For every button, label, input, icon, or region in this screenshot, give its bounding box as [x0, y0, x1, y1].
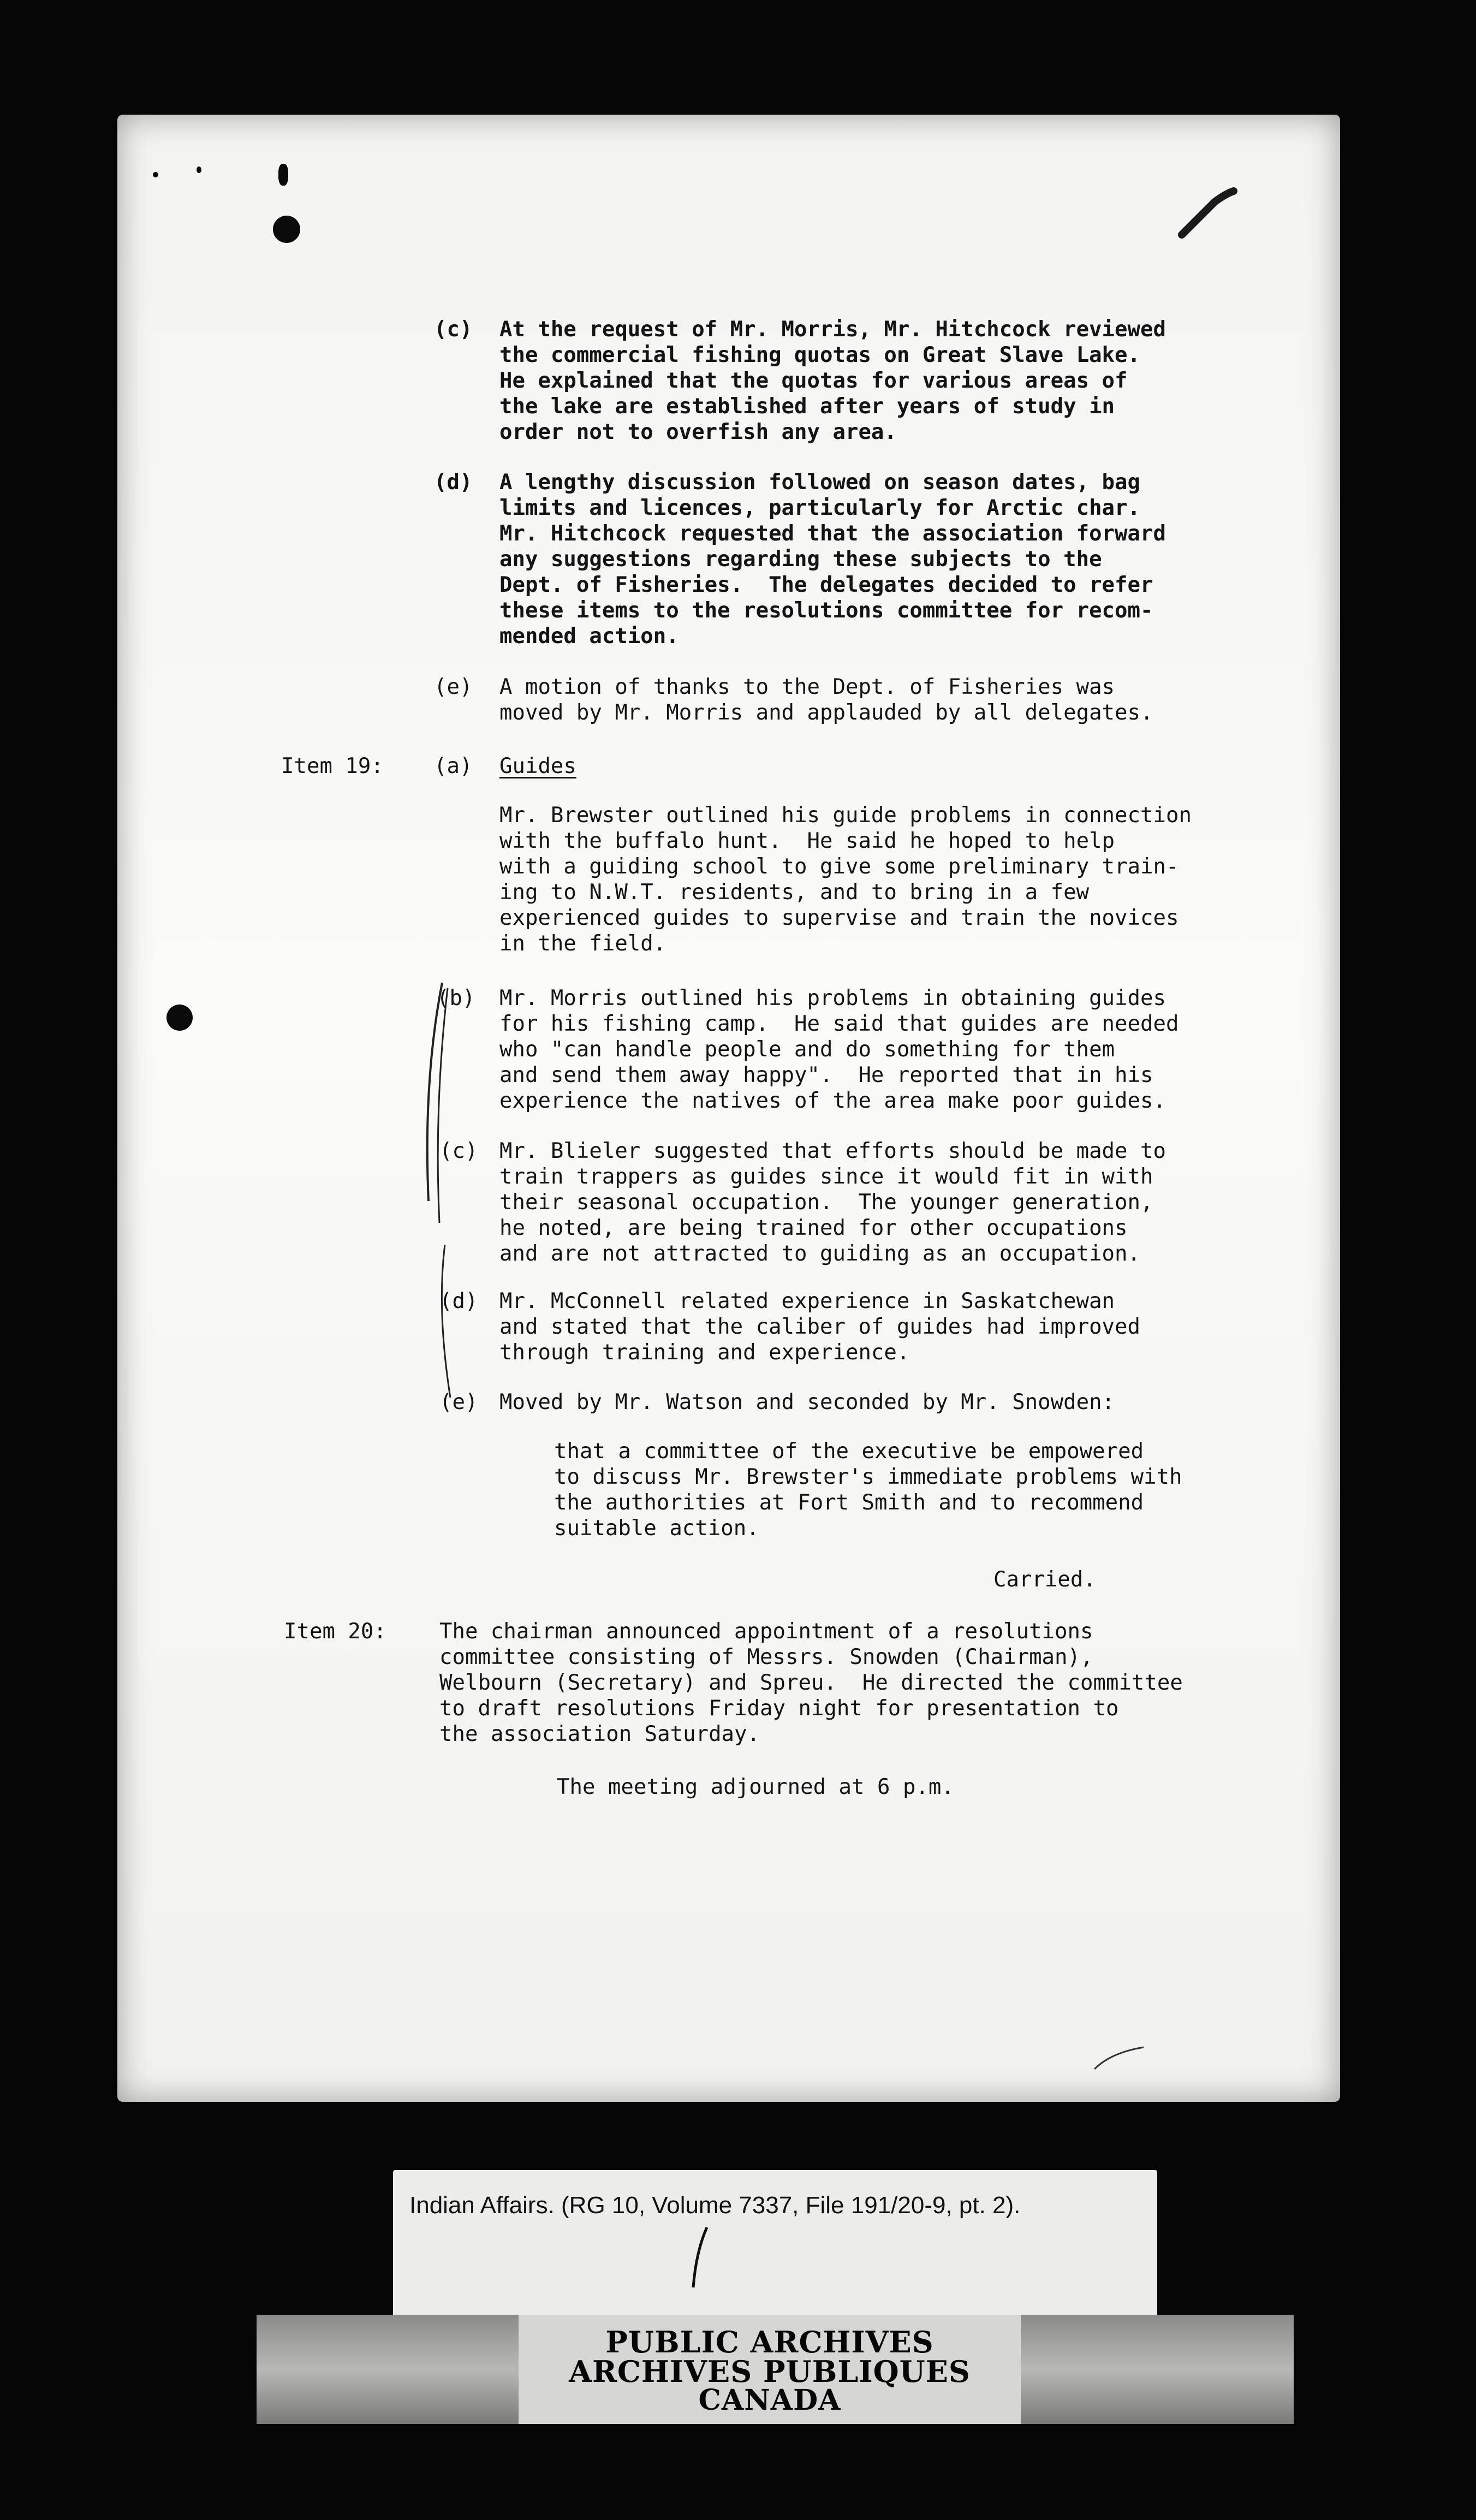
- text-line: train trappers as guides since it would fit in with: [499, 1164, 1153, 1189]
- stamp-line-public-archives: PUBLIC ARCHIVES: [605, 2325, 934, 2359]
- carried-text: Carried.: [993, 1567, 1096, 1592]
- text-line: these items to the resolutions committee for recom-: [499, 598, 1153, 623]
- text-line: Mr. Hitchcock requested that the association forward: [499, 521, 1166, 546]
- text-line: with the buffalo hunt. He said he hoped to help: [499, 829, 1115, 853]
- text-line: At the request of Mr. Morris, Mr. Hitchcock reviewed: [499, 317, 1166, 342]
- item-19-e-label: (e): [439, 1390, 478, 1414]
- text-line: experience the natives of the area make poor guides.: [499, 1089, 1166, 1113]
- item-19-d-label: (d): [439, 1289, 478, 1314]
- text-line: through training and experience.: [499, 1340, 910, 1365]
- text-line: the association Saturday.: [439, 1722, 760, 1746]
- item-20-label: Item 20:: [284, 1619, 386, 1644]
- text-line: Mr. Brewster outlined his guide problems in connection: [499, 803, 1192, 828]
- stamp-line-archives-publiques: ARCHIVES PUBLIQUES: [569, 2354, 971, 2389]
- text-line: The chairman announced appointment of a resolutions: [439, 1619, 1093, 1644]
- text-line: their seasonal occupation. The younger generation,: [499, 1190, 1153, 1215]
- item-19-label: Item 19:: [281, 754, 384, 778]
- text-line: to discuss Mr. Brewster's immediate problems with: [554, 1465, 1182, 1489]
- document-text: [117, 115, 1340, 2102]
- item-19-para-d: [499, 1288, 1140, 1365]
- text-line: Welbourn (Secretary) and Spreu. He directed the committee: [439, 1671, 1183, 1695]
- text-line: who "can handle people and do something for them: [499, 1037, 1115, 1062]
- text-line: and send them away happy". He reported that in his: [499, 1063, 1153, 1087]
- item-19-para-b: [499, 985, 1179, 1114]
- text-line: with a guiding school to give some preliminary train-: [499, 854, 1179, 879]
- text-line: Mr. Blieler suggested that efforts should be made to: [499, 1139, 1166, 1163]
- archive-reference: Indian Affairs. (RG 10, Volume 7337, File 191/20-9, pt. 2).: [409, 2192, 1021, 2219]
- archive-stamp-band: [257, 2315, 1294, 2424]
- section-d-paragraph: [499, 469, 1166, 649]
- motion-text: [554, 1439, 1182, 1541]
- archive-reference-tag: [393, 2170, 1157, 2317]
- pen-stroke: [682, 2225, 715, 2290]
- text-line: to draft resolutions Friday night for presentation to: [439, 1696, 1119, 1721]
- text-line: suitable action.: [554, 1516, 759, 1541]
- text-line: A lengthy discussion followed on season dates, bag: [499, 470, 1140, 495]
- text-line: for his fishing camp. He said that guides are needed: [499, 1012, 1179, 1036]
- text-line: He explained that the quotas for various areas of: [499, 369, 1128, 393]
- item-20-paragraph: [439, 1619, 1183, 1747]
- text-line: in the field.: [499, 931, 666, 956]
- section-label: (e): [434, 675, 473, 699]
- text-line: the authorities at Fort Smith and to recommend: [554, 1490, 1144, 1515]
- text-line: Moved by Mr. Watson and seconded by Mr. Snowden:: [499, 1390, 1115, 1414]
- text-line: that a committee of the executive be empowered: [554, 1439, 1144, 1464]
- item-19-para-c: [499, 1138, 1166, 1267]
- document-page: [117, 115, 1340, 2102]
- section-label: (c): [434, 317, 473, 342]
- section-e-paragraph: [499, 674, 1153, 726]
- item-19-sub-label: (a): [434, 754, 473, 778]
- text-line: Dept. of Fisheries. The delegates decided to refer: [499, 573, 1153, 597]
- section-c-paragraph: [499, 317, 1166, 445]
- text-line: and are not attracted to guiding as an occupation.: [499, 1241, 1140, 1266]
- item-19-c-label: (c): [439, 1139, 478, 1163]
- text-line: ing to N.W.T. residents, and to bring in a few: [499, 880, 1090, 905]
- text-line: any suggestions regarding these subjects to the: [499, 547, 1102, 572]
- text-line: Mr. McConnell related experience in Saskatchewan: [499, 1289, 1115, 1314]
- archive-stamp: [519, 2315, 1021, 2424]
- text-line: committee consisting of Messrs. Snowden (Chairman),: [439, 1645, 1093, 1669]
- section-label: (d): [434, 470, 473, 495]
- text-line: A motion of thanks to the Dept. of Fisheries was: [499, 675, 1115, 699]
- adjourned-text: The meeting adjourned at 6 p.m.: [557, 1775, 954, 1799]
- text-line: the lake are established after years of study in: [499, 394, 1115, 419]
- text-line: experienced guides to supervise and train the novices: [499, 906, 1179, 930]
- stamp-line-canada: CANADA: [698, 2384, 841, 2417]
- text-line: limits and licences, particularly for Arctic char.: [499, 496, 1140, 520]
- text-line: Mr. Morris outlined his problems in obtaining guides: [499, 986, 1166, 1011]
- text-line: order not to overfish any area.: [499, 420, 897, 444]
- item-19-para-e: [499, 1389, 1115, 1415]
- text-line: moved by Mr. Morris and applauded by all delegates.: [499, 700, 1153, 725]
- item-19-para-a: [499, 803, 1192, 956]
- item-19-b-label: (b): [437, 986, 475, 1011]
- guides-heading: Guides: [499, 754, 576, 778]
- text-line: mended action.: [499, 624, 679, 649]
- text-line: the commercial fishing quotas on Great Slave Lake.: [499, 343, 1140, 367]
- text-line: he noted, are being trained for other occupations: [499, 1216, 1128, 1240]
- text-line: and stated that the caliber of guides had improved: [499, 1315, 1140, 1339]
